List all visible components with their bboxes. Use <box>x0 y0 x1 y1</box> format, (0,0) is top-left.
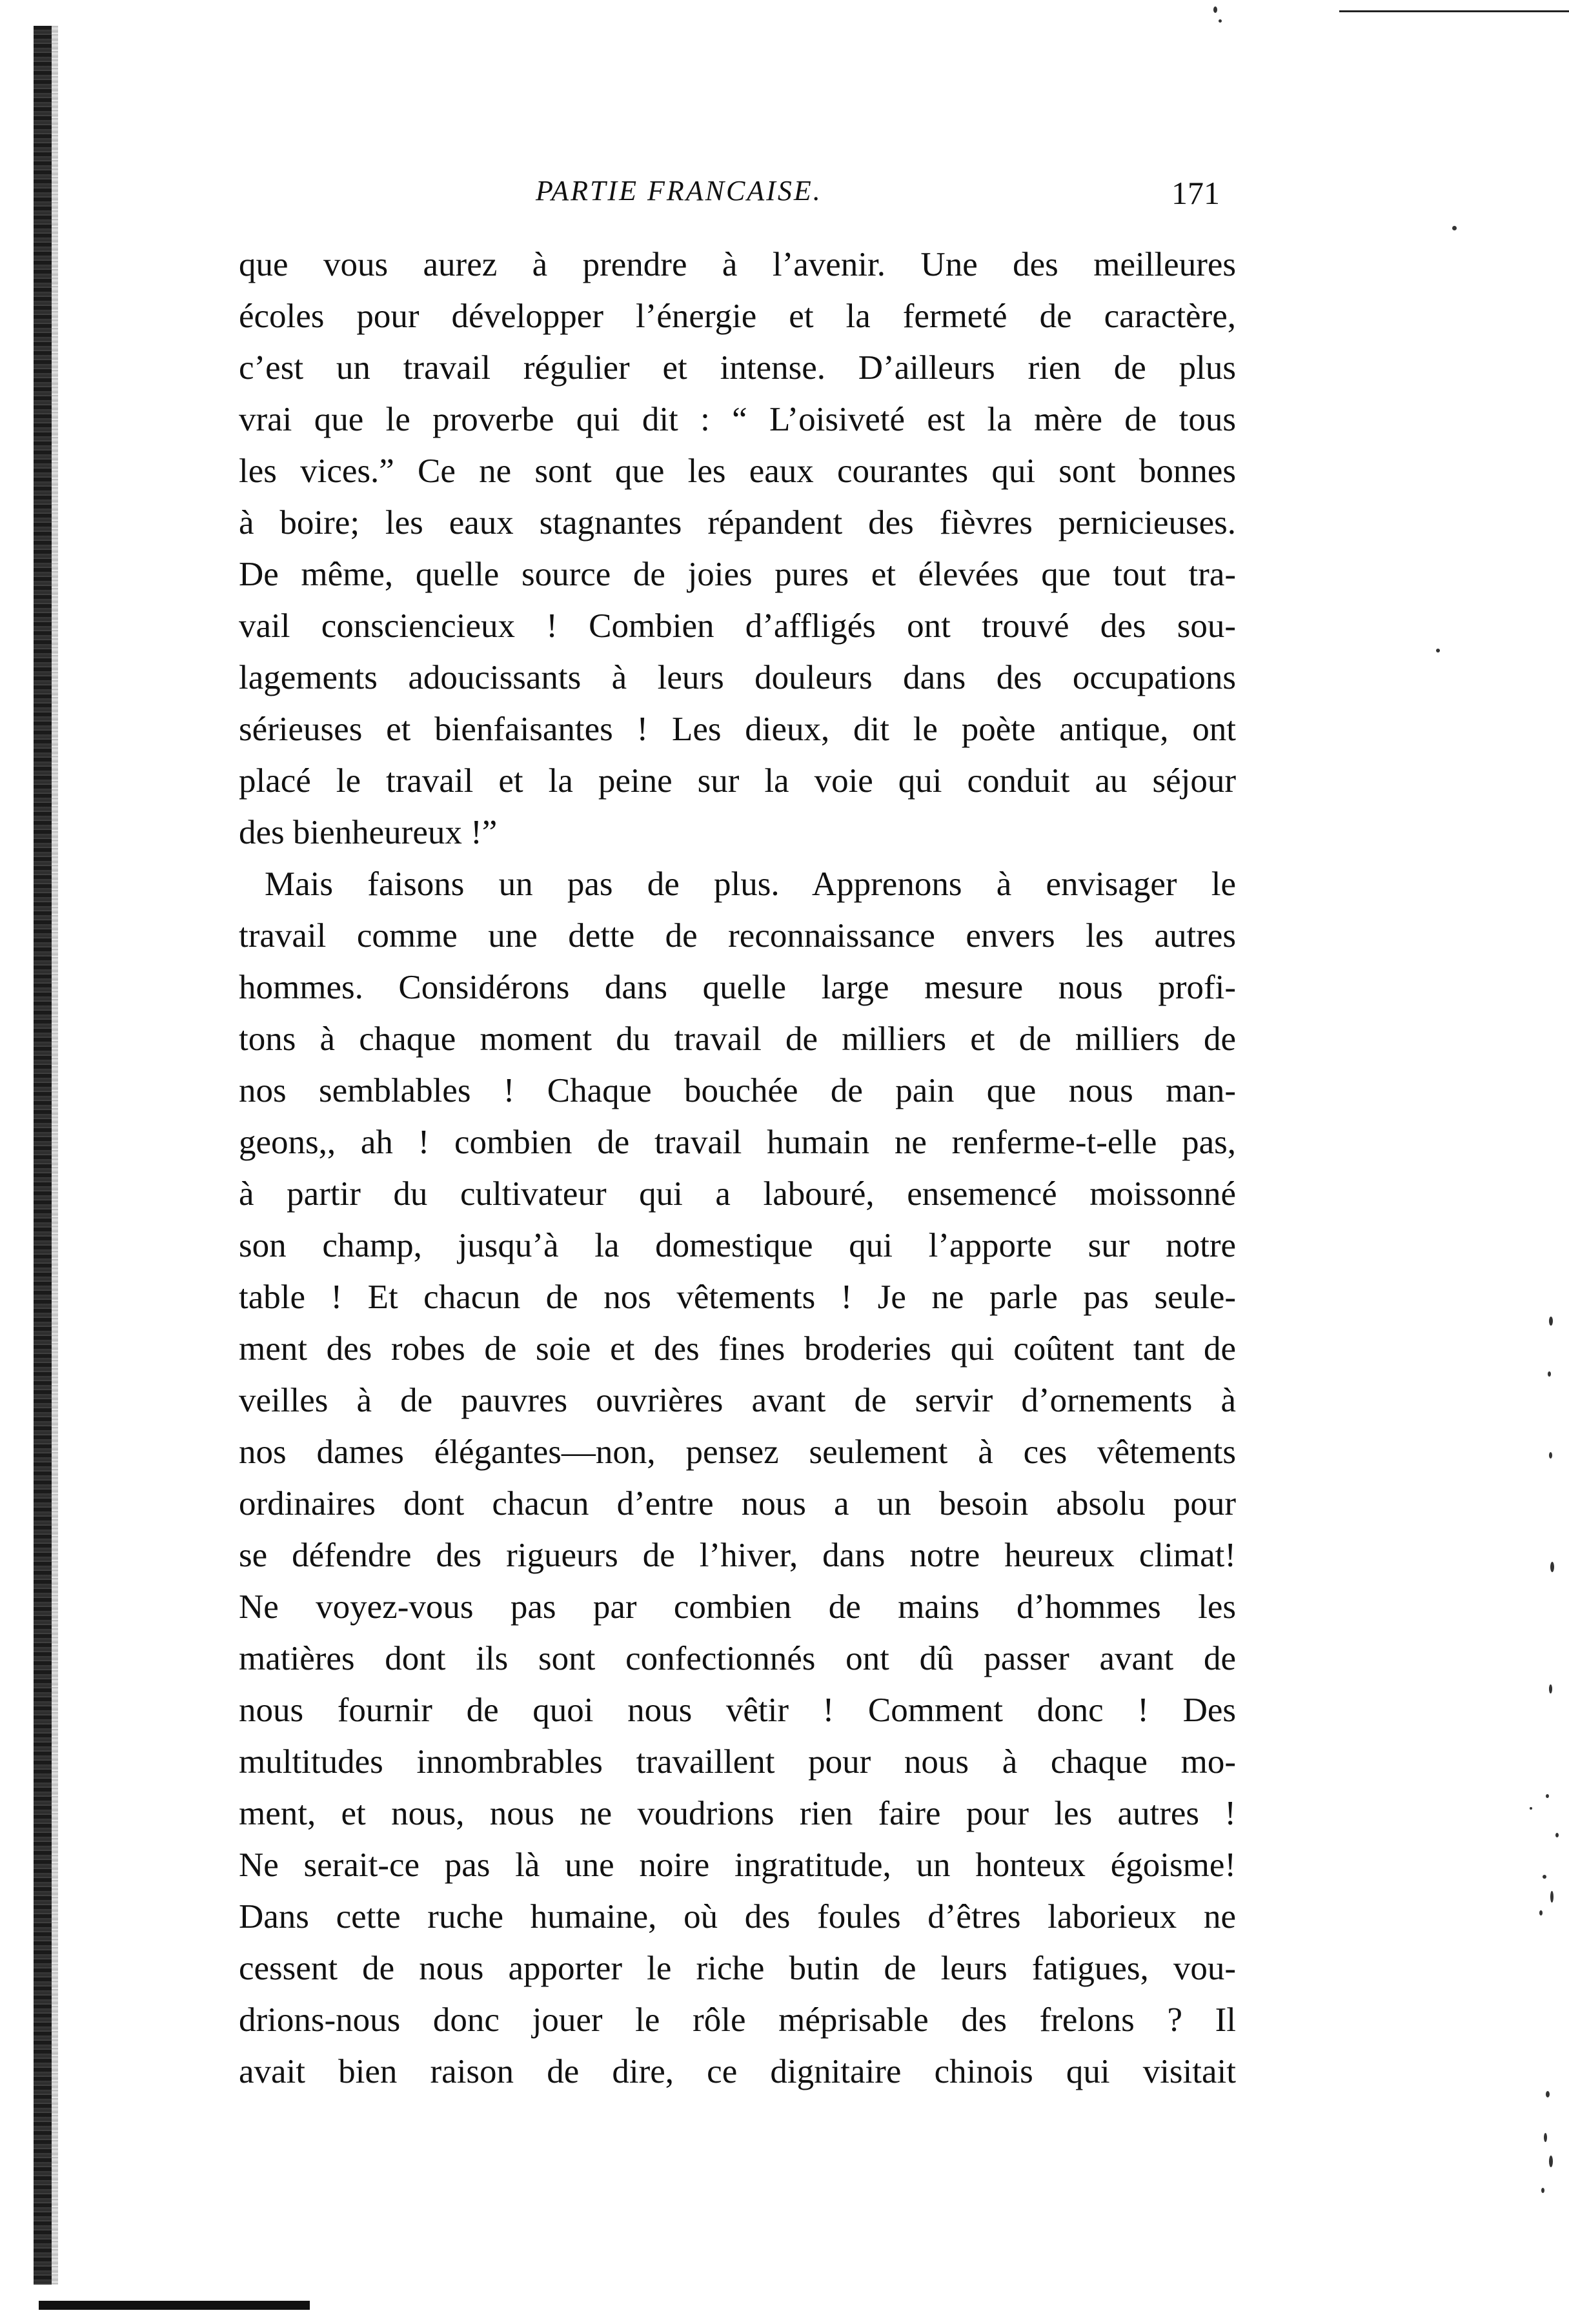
text-line: multitudes innombrables travaillent pour nous à chaque mo- <box>239 1743 1236 1781</box>
scan-speck <box>1436 649 1440 652</box>
scan-binding-edge <box>34 26 52 2285</box>
scan-speck <box>1555 1833 1559 1837</box>
text-line: vail consciencieux ! Combien d’affligés ont trouvé des sou- <box>239 607 1236 645</box>
text-line: vrai que le proverbe qui dit : “ L’oisiveté est la mère de tous <box>239 401 1236 438</box>
text-line: à boire; les eaux stagnantes répandent des fièvres pernicieuses. <box>239 504 1236 541</box>
text-line: Dans cette ruche humaine, où des foules d’êtres laborieux ne <box>239 1898 1236 1935</box>
page-header <box>239 174 1236 219</box>
text-line: De même, quelle source de joies pures et élevées que tout tra- <box>239 556 1236 593</box>
text-line: ment, et nous, nous ne voudrions rien faire pour les autres ! <box>239 1795 1236 1832</box>
text-line: nos dames élégantes—non, pensez seulement à ces vêtements <box>239 1433 1236 1471</box>
text-line: cessent de nous apporter le riche butin de leurs fatigues, vou- <box>239 1950 1236 1987</box>
scan-speck <box>1544 2133 1547 2142</box>
text-line: travail comme une dette de reconnaissance envers les autres <box>239 917 1236 955</box>
text-line: c’est un travail régulier et intense. D’ailleurs rien de plus <box>239 349 1236 387</box>
text-line: les vices.” Ce ne sont que les eaux courantes qui sont bonnes <box>239 452 1236 490</box>
text-line: matières dont ils sont confectionnés ont dû passer avant de <box>239 1640 1236 1677</box>
scan-speck <box>1539 1910 1543 1915</box>
text-line: nos semblables ! Chaque bouchée de pain que nous man- <box>239 1072 1236 1109</box>
scan-speck <box>1546 1794 1549 1798</box>
scan-speck <box>1549 1317 1553 1326</box>
scan-top-rule <box>1339 10 1569 12</box>
text-line: placé le travail et la peine sur la voie qui conduit au séjour <box>239 762 1236 800</box>
scan-binding-shadow <box>52 26 58 2285</box>
text-line: se défendre des rigueurs de l’hiver, dans notre heureux climat! <box>239 1537 1236 1574</box>
text-line: table ! Et chacun de nos vêtements ! Je ne parle pas seule- <box>239 1278 1236 1316</box>
text-line: son champ, jusqu’à la domestique qui l’apporte sur notre <box>239 1227 1236 1264</box>
scan-speck <box>1549 1684 1552 1693</box>
scan-speck <box>1219 19 1222 23</box>
text-line: lagements adoucissants à leurs douleurs dans des occupations <box>239 659 1236 696</box>
scan-speck <box>1452 226 1457 230</box>
scan-speck <box>1543 1875 1546 1879</box>
text-line: que vous aurez à prendre à l’avenir. Une des meilleures <box>239 246 1236 283</box>
text-line: écoles pour développer l’énergie et la fermeté de caractère, <box>239 298 1236 335</box>
text-line: des bienheureux !” <box>239 814 498 851</box>
body-text <box>239 239 1236 2097</box>
text-line: hommes. Considérons dans quelle large mesure nous profi- <box>239 969 1236 1006</box>
scan-speck <box>1549 2156 1553 2167</box>
text-line: veilles à de pauvres ouvrières avant de servir d’ornements à <box>239 1382 1236 1419</box>
text-line: ordinaires dont chacun d’entre nous a un besoin absolu pour <box>239 1485 1236 1522</box>
scan-bottom-edge <box>39 2301 310 2310</box>
text-line: sérieuses et bienfaisantes ! Les dieux, dit le poète antique, ont <box>239 711 1236 748</box>
text-line: Ne voyez-vous pas par combien de mains d’hommes les <box>239 1588 1236 1626</box>
scan-speck <box>1550 1562 1554 1572</box>
text-line: Mais faisons un pas de plus. Apprenons à envisager le <box>265 865 1236 903</box>
scan-speck <box>1549 1452 1552 1459</box>
scan-speck <box>1546 2091 1550 2097</box>
text-line: à partir du cultivateur qui a labouré, ensemencé moissonné <box>239 1175 1236 1213</box>
scan-speck <box>1541 2188 1544 2193</box>
text-line: tons à chaque moment du travail de milliers et de milliers de <box>239 1020 1236 1058</box>
text-line: geons,, ah ! combien de travail humain ne renferme-t-elle pas, <box>239 1124 1236 1161</box>
text-line: Ne serait-ce pas là une noire ingratitude, un honteux égoisme! <box>239 1846 1236 1884</box>
scan-speck <box>1550 1891 1554 1903</box>
text-line: nous fournir de quoi nous vêtir ! Comment donc ! Des <box>239 1692 1236 1729</box>
scan-speck <box>1213 6 1217 13</box>
scan-speck <box>1548 1371 1551 1377</box>
running-head: PARTIE FRANCAISE. <box>536 175 822 207</box>
text-line: drions-nous donc jouer le rôle méprisable des frelons ? Il <box>239 2001 1236 2039</box>
scan-speck <box>1530 1807 1532 1810</box>
text-line: avait bien raison de dire, ce dignitaire chinois qui visitait <box>239 2053 1236 2090</box>
page-number: 171 <box>1171 175 1220 211</box>
text-line: ment des robes de soie et des fines broderies qui coûtent tant de <box>239 1330 1236 1368</box>
